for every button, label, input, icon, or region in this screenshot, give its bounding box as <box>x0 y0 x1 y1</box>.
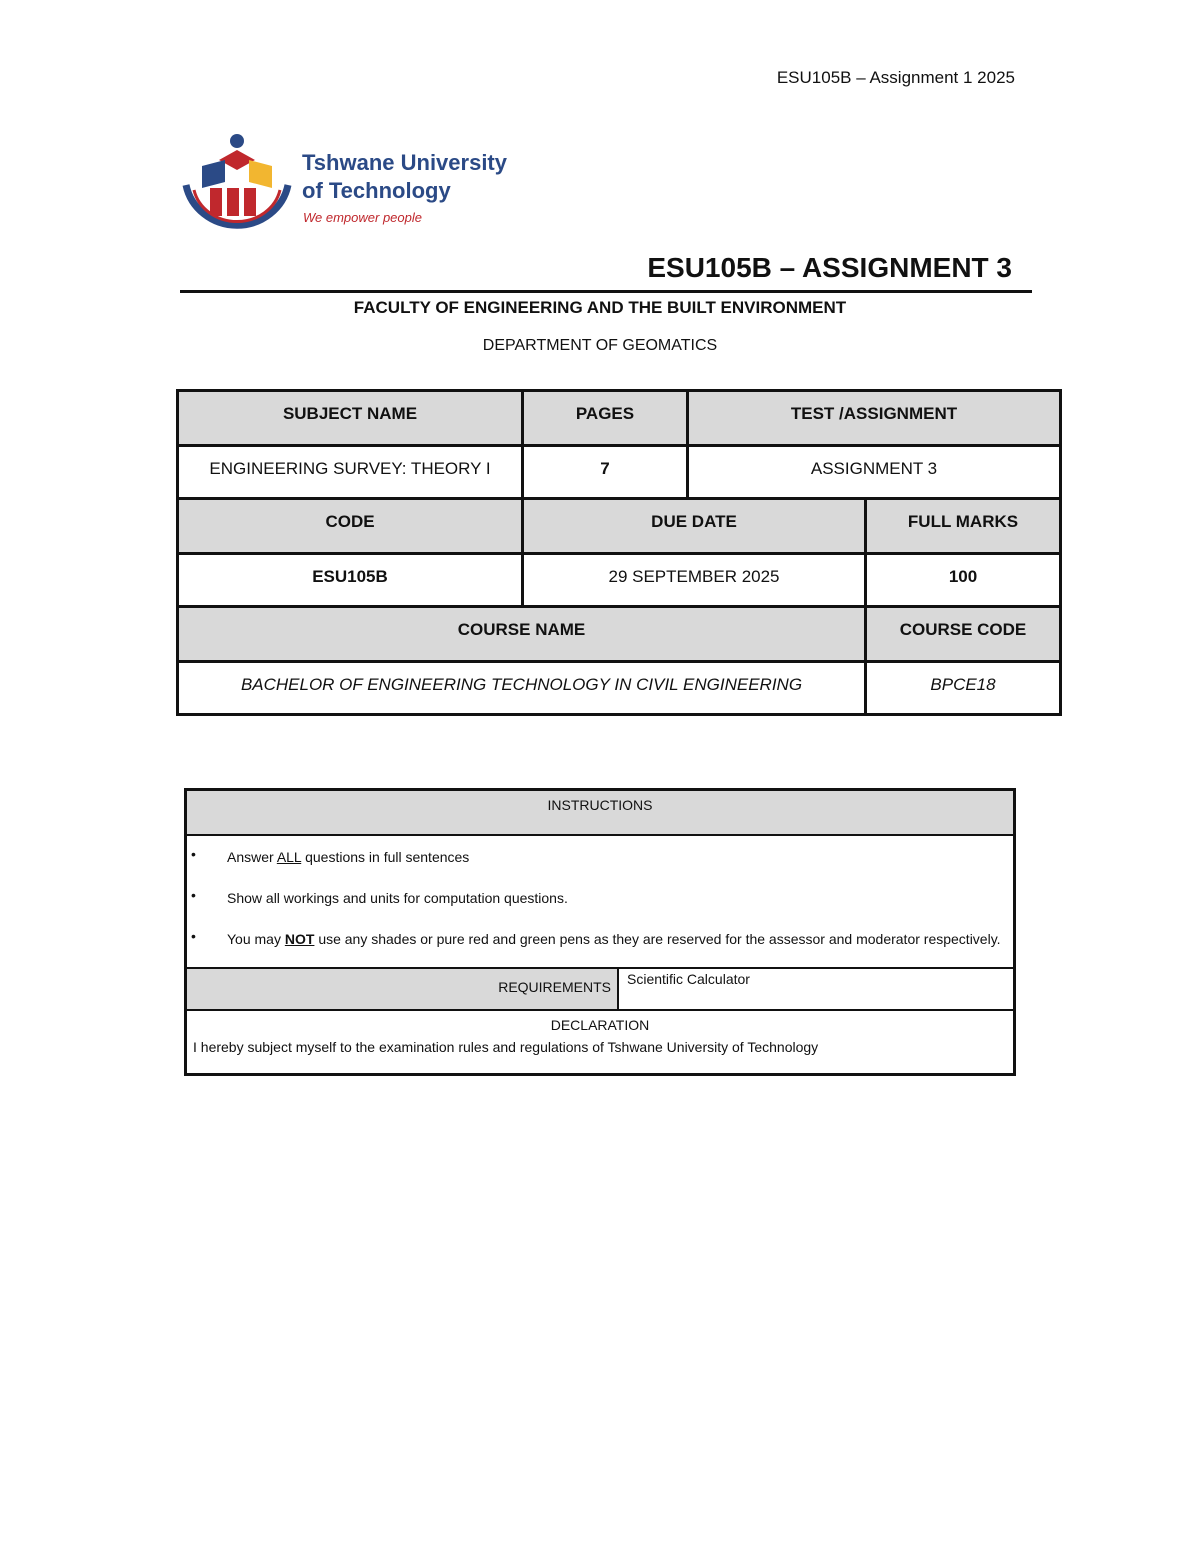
list-item <box>191 887 1007 910</box>
course-name-value: BACHELOR OF ENGINEERING TECHNOLOGY IN CIVIL ENGINEERING <box>178 662 866 715</box>
instructions-list <box>186 835 1015 968</box>
due-date-label: DUE DATE <box>523 499 866 554</box>
course-name-label: COURSE NAME <box>178 607 866 662</box>
logo-tagline: We empower people <box>303 210 422 225</box>
list-item <box>191 846 1007 869</box>
pages-value: 7 <box>523 446 688 499</box>
title-divider <box>180 290 1032 293</box>
code-label: CODE <box>178 499 523 554</box>
instruction-emphasis: NOT <box>284 931 315 947</box>
test-value: ASSIGNMENT 3 <box>688 446 1061 499</box>
header-reference: ESU105B – Assignment 1 2025 <box>776 68 1015 87</box>
declaration-text: I hereby subject myself to the examination rules and regulations of Tshwane University of Technology <box>193 1039 819 1055</box>
bullet-icon: • <box>191 887 196 903</box>
full-marks-label: FULL MARKS <box>866 499 1061 554</box>
faculty-name: FACULTY OF ENGINEERING AND THE BUILT ENVIRONMENT <box>353 298 847 317</box>
instruction-text: You may <box>227 931 281 947</box>
due-date-value: 29 SEPTEMBER 2025 <box>523 554 866 607</box>
subject-name-label: SUBJECT NAME <box>178 391 523 446</box>
bullet-icon: • <box>191 846 196 862</box>
subject-name-value: ENGINEERING SURVEY: THEORY I <box>178 446 523 499</box>
declaration-section <box>186 1010 1015 1075</box>
instruction-text: questions in full sentences <box>305 849 470 865</box>
list-item <box>191 928 1007 951</box>
course-code-value: BPCE18 <box>866 662 1061 715</box>
document-title: ESU105B – ASSIGNMENT 3 <box>647 252 1012 283</box>
requirements-value: Scientific Calculator <box>618 968 1015 1010</box>
pages-label: PAGES <box>523 391 688 446</box>
department-name: DEPARTMENT OF GEOMATICS <box>482 337 718 354</box>
bullet-icon: • <box>191 928 196 944</box>
declaration-heading: DECLARATION <box>550 1017 650 1033</box>
test-label: TEST /ASSIGNMENT <box>688 391 1061 446</box>
course-code-label: COURSE CODE <box>866 607 1061 662</box>
instructions-table <box>184 788 1016 1076</box>
instructions-heading: INSTRUCTIONS <box>186 790 1015 836</box>
assessment-info-table <box>176 389 1062 716</box>
instruction-text: use any shades or pure red and green pens as they are reserved for the assessor and moderator respectively. <box>318 931 1001 947</box>
instruction-text: Show all workings and units for computation questions. <box>227 890 568 906</box>
logo-emblem-icon <box>180 130 300 240</box>
logo-name-line1: Tshwane University <box>302 150 507 175</box>
logo-name-line2: of Technology <box>302 178 451 203</box>
full-marks-value: 100 <box>866 554 1061 607</box>
requirements-label: REQUIREMENTS <box>186 968 619 1010</box>
instruction-emphasis: ALL <box>276 849 302 865</box>
instruction-text: Answer <box>227 849 274 865</box>
code-value: ESU105B <box>178 554 523 607</box>
